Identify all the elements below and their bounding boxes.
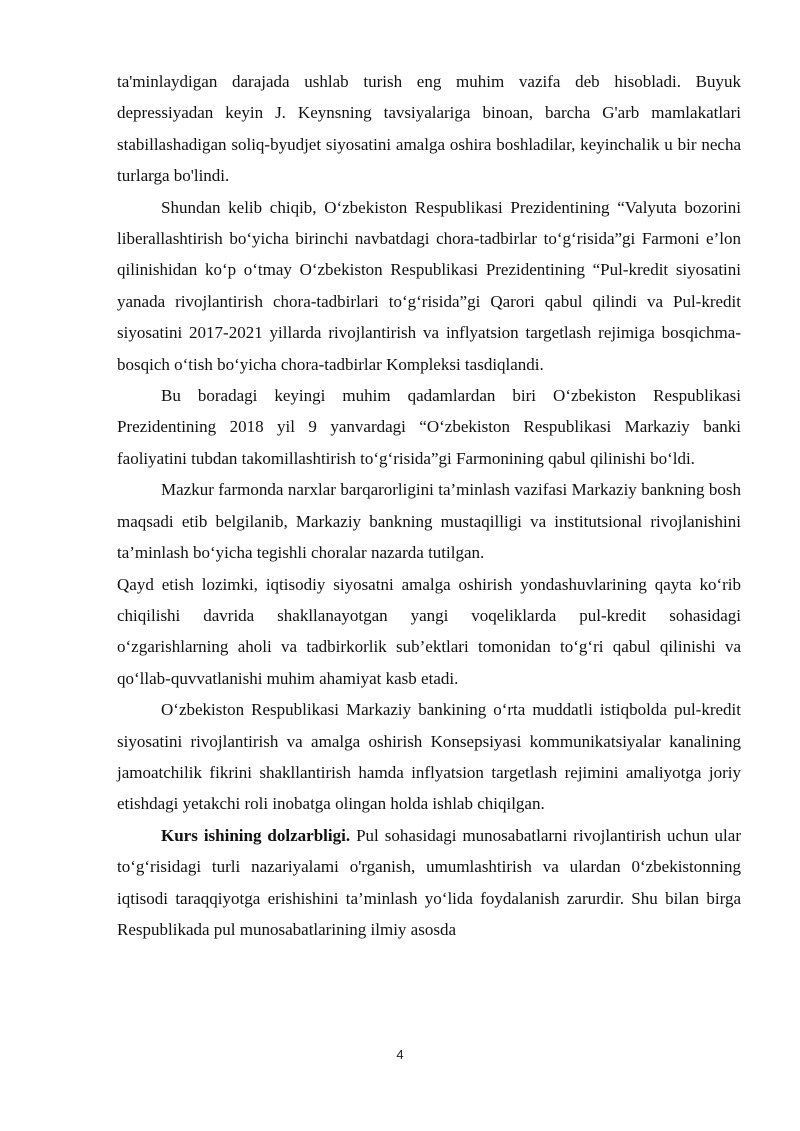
paragraph-policy-changes: Qayd etish lozimki, iqtisodiy siyosatni amalga oshirish yondashuvlarining qayta ko‘rib chiqilishi davrida shakllanayotgan yangi voqeliklarda pul-kredit sohasidagi o‘zgarishlarning aholi va tadbirkorlik sub’ektlari tomonidan to‘g‘ri qabul qilinishi va qo‘llab-quvvatlanishi muhim ahamiyat kasb etadi. [117, 574, 741, 688]
paragraph-presidential-decree: Shundan kelib chiqib, O‘zbekiston Respublikasi Prezidentining “Valyuta bozorini liberallashtirish bo‘yicha birinchi navbatdagi chora-tadbirlar to‘g‘risida”gi Farmoni e’lon qilinishidan ko‘p o‘tmay O‘zbekiston Respublikasi Prezidentining “Pul-kredit siyosatini yanada rivojlantirish chora-tadbirlari to‘g‘risida”gi Qarori qabul qilindi va Pul-kredit siyosatini 2017-2021 yillarda rivojlantirish va inflyatsion targetlash rejimiga bosqichma-bosqich o‘tish bo‘yicha chora-tadbirlar Kompleksi tasdiqlandi. [117, 197, 741, 374]
paragraph-relevance [117, 820, 741, 946]
paragraph-central-bank-decree: Bu boradagi keyingi muhim qadamlardan biri O‘zbekiston Respublikasi Prezidentining 2018 yil 9 yanvardagi “O‘zbekiston Respublikasi Markaziy banki faoliyatini tubdan takomillashtirish to‘g‘risida”gi Farmonining qabul qilinishi bo‘ldi. [117, 386, 741, 468]
paragraph-concept: O‘zbekiston Respublikasi Markaziy bankining o‘rta muddatli istiqbolda pul-kredit siyosatini rivojlantirish va amalga oshirish Konsepsiyasi kommunikatsiyalar kanalining jamoatchilik fikrini shakllantirish hamda inflyatsion targetlash rejimini amaliyotga joriy etishdagi yetakchi roli inobatga olingan holda ishlab chiqilgan. [117, 700, 741, 814]
relevance-text: Pul sohasidagi munosabatlarni rivojlantirish uchun ular to‘g‘risidagi turli nazariyalami o'rganish, umumlashtirish va ulardan 0‘zbekistonning iqtisodi taraqqiyotga erishishini ta’minlash yo‘lida foydalanish zarurdir. Shu bilan birga Respublikada pul munosabatlarining ilmiy asosda [117, 825, 741, 939]
relevance-heading: Kurs ishining dolzarbligi. [161, 825, 351, 845]
page-number: 4 [396, 1047, 404, 1062]
body-text [117, 66, 741, 945]
paragraph-continuation: ta'minlaydigan darajada ushlab turish eng muhim vazifa deb hisobladi. Buyuk depressiyadan keyin J. Keynsning tavsiyalariga binoan, barcha G'arb mamlakatlari stabillashadigan soliq-byudjet siyosatini amalga oshira boshladilar, keyinchalik u bir necha turlarga bo'lindi. [117, 72, 741, 186]
paragraph-price-stability: Mazkur farmonda narxlar barqarorligini ta’minlash vazifasi Markaziy bankning bosh maqsadi etib belgilanib, Markaziy bankning mustaqilligi va institutsional rivojlanishini ta’minlash bo‘yicha tegishli choralar nazarda tutilgan. [117, 480, 741, 563]
